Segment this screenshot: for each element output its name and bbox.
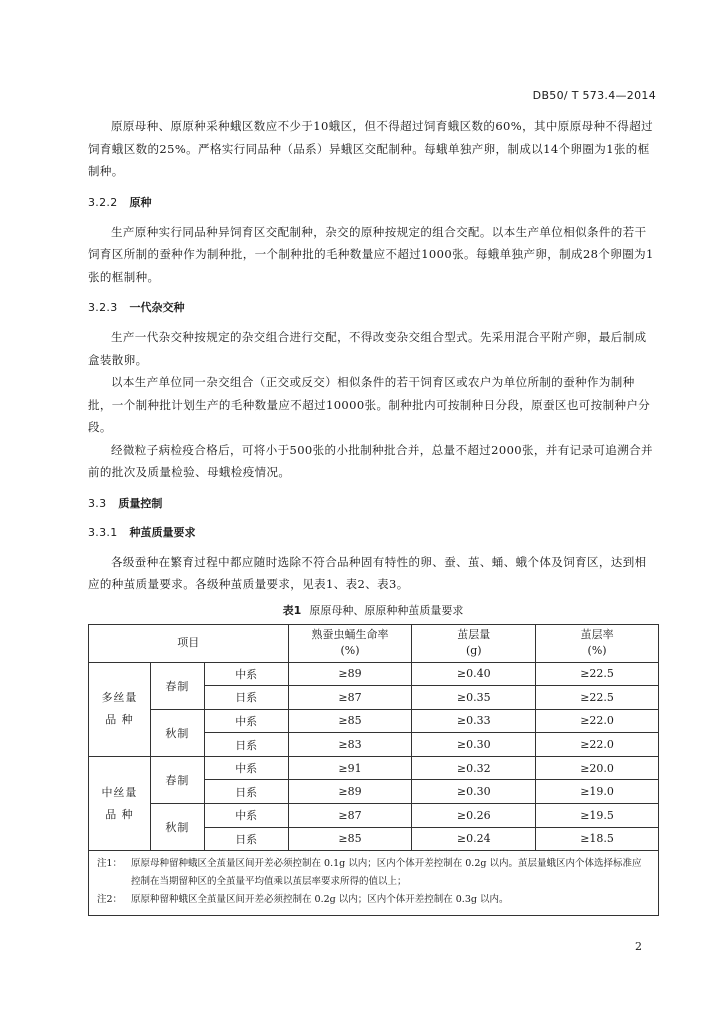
table-header-row xyxy=(89,624,659,662)
shell-weight-cell: ≥0.24 xyxy=(412,827,536,851)
survival-cell: ≥85 xyxy=(288,709,412,733)
table-row xyxy=(89,709,659,733)
paragraph: 以本生产单位同一杂交组合（正交或反交）相似条件的若干饲育区或农户为单位所制的蚕种作为制种批，一个制种批计划生产的毛种数量应不超过10000张。制种批内可按制种日分段，原蚕区也可按制种户分段。 xyxy=(88,375,651,434)
season-label: 春制 xyxy=(150,662,204,709)
section-heading-3-3-1: 3.3.1 种茧质量要求 xyxy=(88,525,196,539)
survival-cell: ≥91 xyxy=(288,756,412,780)
shell-ratio-cell: ≥20.0 xyxy=(536,756,659,780)
season-label: 秋制 xyxy=(150,709,204,756)
table-note: 注2： 原原种留种蛾区全茧量区间开差必须控制在 0.2g 以内；区内个体开差控制在 0.3g 以内。 xyxy=(97,894,509,906)
survival-cell: ≥87 xyxy=(288,686,412,710)
shell-weight-cell: ≥0.33 xyxy=(412,709,536,733)
shell-weight-cell: ≥0.35 xyxy=(412,686,536,710)
type-cell: 日系 xyxy=(204,827,288,851)
survival-cell: ≥85 xyxy=(288,827,412,851)
shell-ratio-cell: ≥22.0 xyxy=(536,733,659,757)
section-heading-3-2-2: 3.2.2 原种 xyxy=(88,195,152,209)
shell-ratio-cell: ≥22.5 xyxy=(536,662,659,686)
standard-number: DB50/ T 573.4—2014 xyxy=(532,89,656,102)
table-note: 注1： 原原母种留种蛾区全茧量区间开差必须控制在 0.1g 以内；区内个体开差控制在 0.2g 以内。茧层量蛾区内个体选择标准应控制在当期留种区的全茧量平均值乘以茧层率要求所得的值以上； xyxy=(97,858,642,888)
type-cell: 中系 xyxy=(204,709,288,733)
survival-cell: ≥89 xyxy=(288,662,412,686)
section-heading-3-3: 3.3 质量控制 xyxy=(88,496,163,510)
survival-cell: ≥87 xyxy=(288,804,412,828)
shell-ratio-cell: ≥18.5 xyxy=(536,827,659,851)
type-cell: 日系 xyxy=(204,686,288,710)
quality-table xyxy=(88,624,659,917)
season-label: 秋制 xyxy=(150,804,204,851)
header-shell-ratio: 茧层率 (%) xyxy=(536,624,659,662)
table-row xyxy=(89,662,659,686)
shell-ratio-cell: ≥22.0 xyxy=(536,709,659,733)
paragraph: 生产原种实行同品种异饲育区交配制种，杂交的原种按规定的组合交配。以本生产单位相似条件的若干饲育区所制的蚕种作为制种批，一个制种批的毛种数量应不超过1000张。每蛾单独产卵，制成28个卵圈为1张的框制种。 xyxy=(88,224,654,284)
shell-weight-cell: ≥0.26 xyxy=(412,804,536,828)
shell-ratio-cell: ≥19.0 xyxy=(536,780,659,804)
season-label: 春制 xyxy=(150,756,204,803)
table-row xyxy=(89,804,659,828)
type-cell: 日系 xyxy=(204,780,288,804)
group-label: 多丝量 品 种 xyxy=(89,662,151,756)
survival-cell: ≥83 xyxy=(288,733,412,757)
document-body xyxy=(88,115,658,916)
shell-ratio-cell: ≥22.5 xyxy=(536,686,659,710)
header-item: 项目 xyxy=(89,624,289,662)
type-cell: 日系 xyxy=(204,733,288,757)
section-heading-3-2-3: 3.2.3 一代杂交种 xyxy=(88,301,185,314)
survival-cell: ≥89 xyxy=(288,780,412,804)
paragraph: 经微粒子病检疫合格后，可将小于500张的小批制种批合并，总量不超过2000张，并有记录可追溯合并前的批次及质量检验、母蛾检疫情况。 xyxy=(88,442,653,479)
header-shell-weight: 茧层量 (g) xyxy=(412,624,536,662)
type-cell: 中系 xyxy=(204,756,288,780)
paragraph: 原原母种、原原种采种蛾区数应不少于10蛾区，但不得超过饲育蛾区数的60%，其中原原母种不得超过饲育蛾区数的25%。严格实行同品种（品系）异蛾区交配制种。每蛾单独产卵，制成以14个卵圈为1张的框制种。 xyxy=(88,119,653,178)
shell-weight-cell: ≥0.30 xyxy=(412,733,536,757)
table-row xyxy=(89,756,659,780)
shell-weight-cell: ≥0.30 xyxy=(412,780,536,804)
type-cell: 中系 xyxy=(204,804,288,828)
type-cell: 中系 xyxy=(204,662,288,686)
page-number: 2 xyxy=(635,940,642,953)
shell-weight-cell: ≥0.32 xyxy=(412,756,536,780)
paragraph: 各级蚕种在繁育过程中都应随时选除不符合品种固有特性的卵、蚕、茧、蛹、蛾个体及饲育区，达到相应的种茧质量要求。各级种茧质量要求，见表1、表2、表3。 xyxy=(88,554,647,591)
table-caption: 表1 原原母种、原原种种茧质量要求 xyxy=(282,603,464,617)
paragraph: 生产一代杂交种按规定的杂交组合进行交配，不得改变杂交组合型式。先采用混合平附产卵，最后制成盒装散卵。 xyxy=(88,330,647,367)
shell-weight-cell: ≥0.40 xyxy=(412,662,536,686)
table-notes-row xyxy=(89,851,659,916)
group-label: 中丝量 品 种 xyxy=(89,756,151,850)
shell-ratio-cell: ≥19.5 xyxy=(536,804,659,828)
header-survival: 熟蚕虫蛹生命率 (%) xyxy=(288,624,412,662)
table-notes xyxy=(89,851,659,916)
